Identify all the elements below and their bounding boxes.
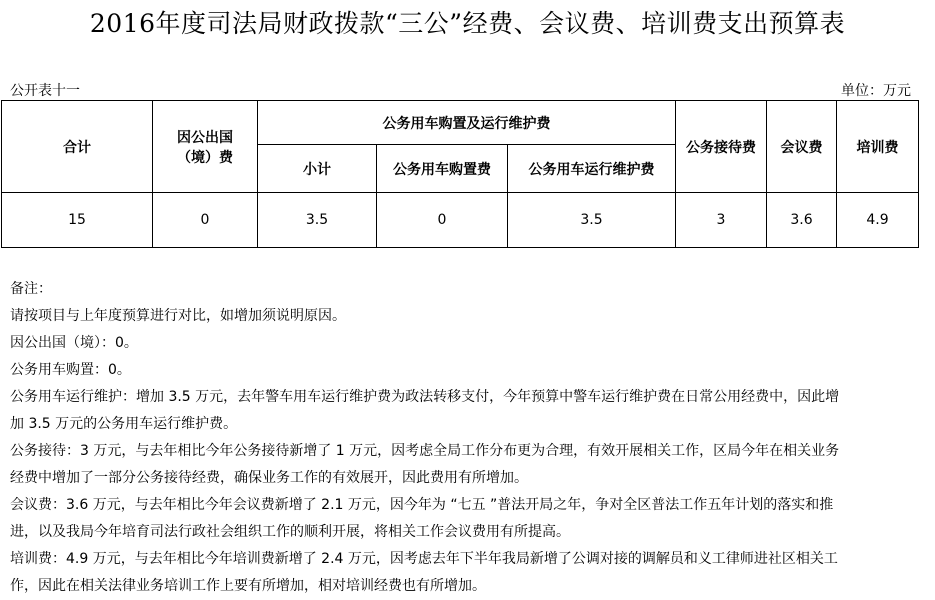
page-title: 2016年度司法局财政拨款“三公”经费、会议费、培训费支出预算表	[89, 9, 846, 38]
unit-label: 单位：万元	[841, 83, 911, 99]
note-line: 公务接待：3 万元，与去年相比今年公务接待新增了 1 万元，因考虑全局工作分布更为合理，有效开展相关工作，区局今年在相关业务经费中增加了一部分公务接待经费，确保业务工作的有效展开，因此费用有所增加。	[10, 443, 840, 486]
header-vehicle-purchase: 公务用车购置费	[377, 145, 508, 193]
header-total: 合计	[2, 101, 153, 193]
value-vehicle-purchase: 0	[377, 193, 508, 248]
notes-heading: 备注：	[10, 281, 52, 297]
header-vehicle-subtotal: 小计	[258, 145, 377, 193]
header-vehicle-group: 公务用车购置及运行维护费	[258, 101, 676, 145]
value-training: 4.9	[837, 193, 919, 248]
table-row	[2, 193, 919, 248]
header-meeting: 会议费	[767, 101, 837, 193]
header-abroad-label: 因公出国（境）费	[177, 129, 233, 166]
note-line: 请按项目与上年度预算进行对比，如增加须说明原因。	[10, 308, 346, 324]
notes-section	[10, 276, 840, 600]
header-vehicle-operation: 公务用车运行维护费	[508, 145, 676, 193]
value-reception: 3	[676, 193, 767, 248]
budget-table	[1, 100, 919, 248]
header-reception: 公务接待费	[676, 101, 767, 193]
note-line: 会议费：3.6 万元，与去年相比今年会议费新增了 2.1 万元，因今年为 “七五 ”普法开局之年，争对全区普法工作五年计划的落实和推进，以及我局今年培育司法行政社会组织工作的顺利开展，将相关工作会议费用有所提高。	[10, 497, 834, 540]
header-row	[2, 101, 919, 145]
note-line: 公务用车运行维护：增加 3.5 万元，去年警车用车运行维护费为政法转移支付，今年预算中警车运行维护费在日常公用经费中，因此增加 3.5 万元的公务用车运行维护费。	[10, 389, 840, 432]
value-meeting: 3.6	[767, 193, 837, 248]
value-abroad: 0	[153, 193, 258, 248]
header-training: 培训费	[837, 101, 919, 193]
note-line: 培训费：4.9 万元，与去年相比今年培训费新增了 2.4 万元，因考虑去年下半年我局新增了公调对接的调解员和义工律师进社区相关工作，因此在相关法律业务培训工作上要有所增加，相对培训经费也有所增加。	[10, 551, 838, 594]
table-id: 公开表十一	[10, 83, 80, 99]
note-line: 因公出国（境）：0。	[10, 335, 138, 351]
value-total: 15	[2, 193, 153, 248]
value-vehicle-operation: 3.5	[508, 193, 676, 248]
value-vehicle-subtotal: 3.5	[258, 193, 377, 248]
note-line: 公务用车购置：0。	[10, 362, 131, 378]
header-abroad	[153, 101, 258, 193]
